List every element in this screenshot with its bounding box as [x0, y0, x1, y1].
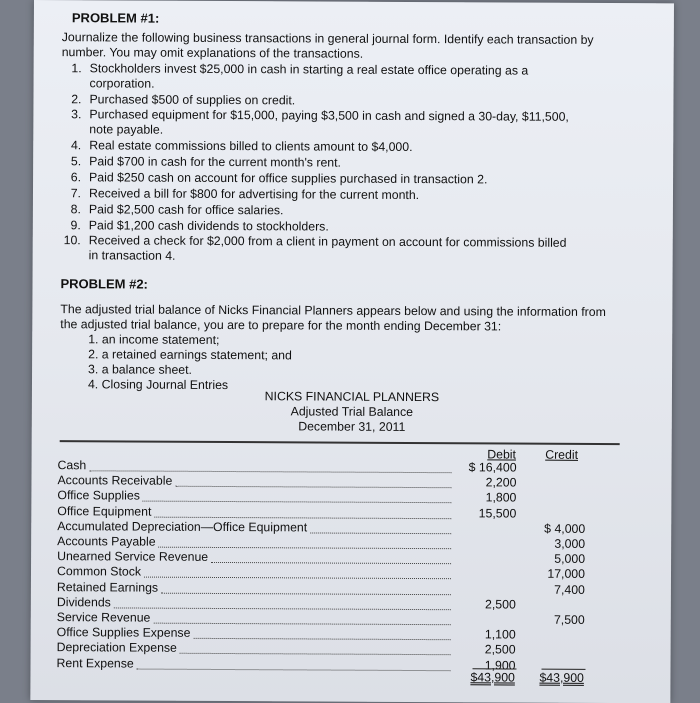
- leader-dots: [90, 469, 452, 473]
- transaction-text: Purchased equipment for $15,000, paying $3,500 in cash and signed a 30-day, $11,500, note payable.: [89, 107, 579, 139]
- problem-2-instructions: The adjusted trial balance of Nicks Financial Planners appears below and using the information from the adjusted trial balance, you are to prepare for the month ending December 31:: [60, 302, 620, 334]
- leader-dots: [211, 561, 451, 564]
- leader-dots: [142, 500, 451, 504]
- transaction-text: Stockholders invest $25,000 in cash in starting a real estate office operating as a corporation.: [90, 61, 580, 93]
- task-item: 2. a retained earnings statement; and: [88, 347, 292, 363]
- debit-amount: 2,500: [436, 643, 516, 659]
- account-name: Unearned Service Revenue: [57, 549, 208, 565]
- statement-title: Adjusted Trial Balance: [32, 403, 672, 421]
- account-name: Office Supplies: [57, 489, 140, 505]
- credit-total: $43,900: [539, 671, 584, 685]
- leader-dots: [194, 637, 451, 640]
- transaction-number: 5.: [61, 154, 81, 169]
- account-name: Accounts Payable: [57, 534, 156, 550]
- task-item: 4. Closing Journal Entries: [88, 377, 228, 392]
- transaction-text: Purchased $500 of supplies on credit.: [89, 92, 579, 109]
- transaction-number: 8.: [61, 202, 81, 217]
- account-name: Service Revenue: [57, 610, 151, 626]
- account-name: Office Supplies Expense: [57, 625, 191, 641]
- transaction-text: Paid $250 cash on account for office supplies purchased in transaction 2.: [89, 170, 579, 187]
- account-name: Depreciation Expense: [57, 641, 177, 657]
- transaction-number: 7.: [61, 186, 81, 201]
- debit-amount: 2,500: [436, 597, 516, 613]
- account-name: Retained Earnings: [57, 580, 158, 596]
- document-page: [30, 0, 674, 703]
- account-name: Accumulated Depreciation—Office Equipment: [57, 519, 307, 536]
- credit-amount: 3,000: [505, 536, 585, 552]
- leader-dots: [161, 591, 451, 595]
- transaction-text: Paid $2,500 cash for office salaries.: [89, 202, 579, 219]
- account-name: Common Stock: [57, 565, 141, 581]
- leader-dots: [180, 652, 451, 655]
- leader-dots: [158, 546, 451, 550]
- task-item: 1. an income statement;: [88, 332, 219, 347]
- debit-amount: 1,800: [436, 491, 516, 507]
- debit-amount: 1,900: [435, 658, 515, 674]
- problem-2-heading: PROBLEM #2:: [60, 276, 147, 291]
- transaction-text: Paid $1,200 cash dividends to stockholders.: [89, 218, 579, 235]
- transaction-text: Paid $700 in cash for the current month's rent.: [89, 154, 579, 171]
- account-name: Accounts Receivable: [57, 473, 172, 489]
- account-name: Rent Expense: [56, 656, 133, 672]
- statement-date: December 31, 2011: [32, 418, 672, 436]
- credit-amount: 7,400: [505, 582, 585, 598]
- credit-amount: 17,000: [505, 567, 585, 583]
- task-item: 3. a balance sheet.: [88, 362, 192, 377]
- leader-dots: [114, 606, 451, 610]
- transaction-number: 6.: [61, 170, 81, 185]
- account-name: Cash: [58, 458, 87, 473]
- debit-column-header: Debit: [472, 447, 532, 461]
- problem-1-heading: PROBLEM #1:: [72, 10, 159, 25]
- transaction-text: Received a bill for $800 for advertising for the current month.: [89, 186, 579, 203]
- account-name: Office Equipment: [57, 504, 151, 520]
- credit-column-header: Credit: [532, 448, 592, 462]
- transaction-number: 1.: [62, 61, 82, 76]
- transaction-number: 9.: [61, 218, 81, 233]
- leader-dots: [175, 485, 451, 488]
- leader-dots: [136, 667, 450, 671]
- transaction-number: 3.: [61, 107, 81, 122]
- divider: [60, 440, 620, 445]
- transaction-number: 4.: [61, 138, 81, 153]
- debit-amount: $ 16,400: [437, 460, 517, 476]
- debit-total: $43,900: [470, 670, 515, 684]
- leader-dots: [310, 531, 451, 534]
- leader-dots: [154, 515, 451, 519]
- transaction-text: Received a check for $2,000 from a client in payment on account for commissions billed in transaction 4.: [89, 233, 579, 265]
- credit-amount: 7,500: [505, 612, 585, 628]
- debit-amount: 15,500: [436, 506, 516, 522]
- debit-amount: 1,100: [436, 627, 516, 643]
- transaction-text: Real estate commissions billed to clients amount to $4,000.: [89, 138, 579, 155]
- transaction-number: 2.: [61, 92, 81, 107]
- credit-amount: $ 4,000: [505, 521, 585, 537]
- trial-balance-table: [34, 0, 674, 3]
- leader-dots: [154, 622, 451, 626]
- transaction-number: 10.: [61, 233, 81, 248]
- company-name: NICKS FINANCIAL PLANNERS: [32, 388, 672, 406]
- credit-amount: 5,000: [505, 552, 585, 568]
- debit-amount: 2,200: [436, 475, 516, 491]
- problem-1-instructions: Journalize the following business transactions in general journal form. Identify each transaction by number. You may omit explanations of the transactions.: [62, 30, 622, 62]
- leader-dots: [144, 576, 451, 580]
- account-name: Dividends: [57, 595, 111, 610]
